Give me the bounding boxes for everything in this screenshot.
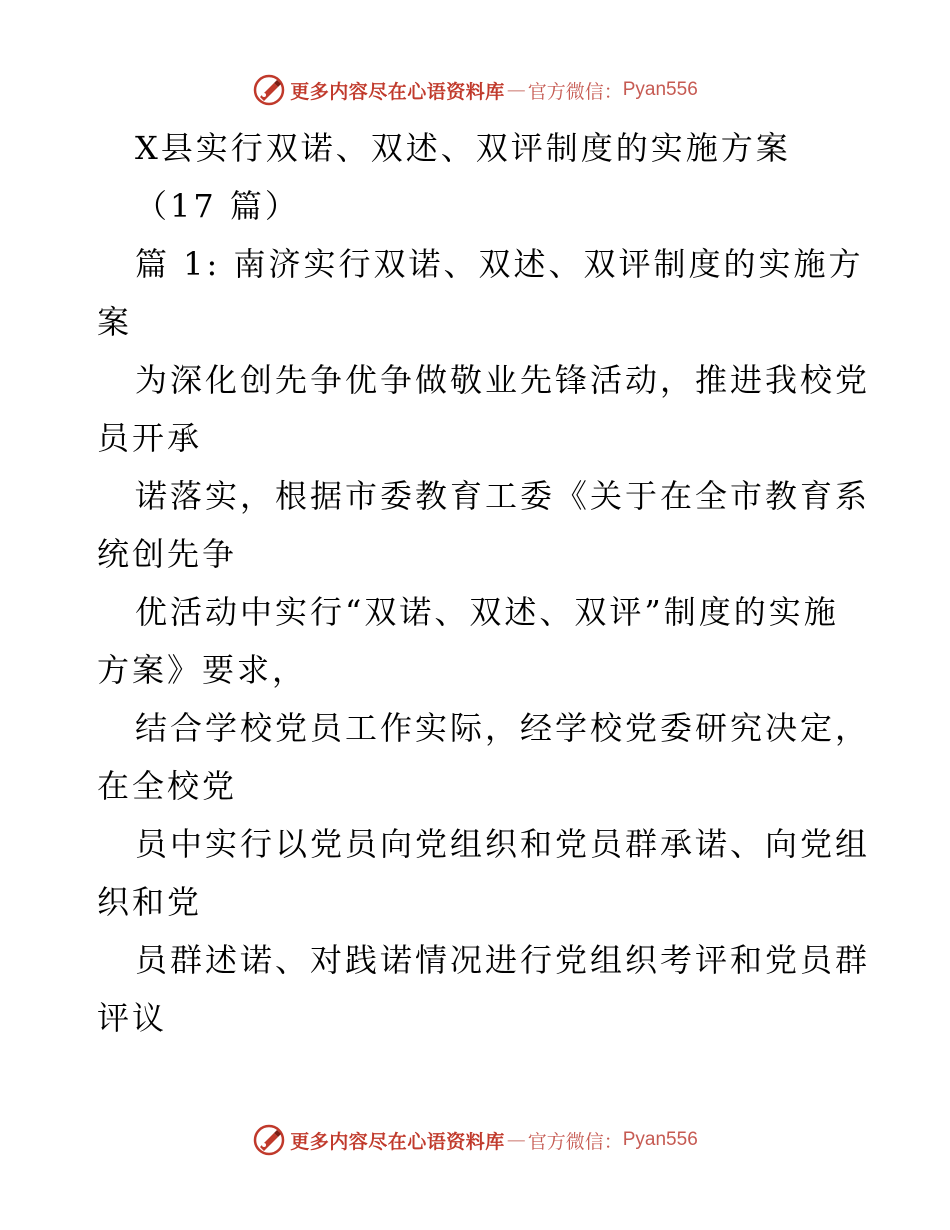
banner-site-text: 更多内容尽在心语资料库 <box>290 80 505 103</box>
banner-dash: — <box>506 1129 526 1151</box>
text-line: 诺落实，根据市委教育工委《关于在全市教育系 <box>135 477 871 515</box>
text-line: 案 <box>97 303 133 341</box>
text-line: 结合学校党员工作实际，经学校党委研究决定， <box>135 709 871 747</box>
text-line: 篇 1: 南济实行双诺、双述、双评制度的实施方 <box>135 245 864 283</box>
text-line: 为深化创先争优争做敬业先锋活动，推进我校党 <box>135 361 871 399</box>
text-line: 优活动中实行“双诺、双述、双评”制度的实施 <box>135 593 839 631</box>
document-subtitle: （17 篇） <box>135 187 300 225</box>
text-line: 评议 <box>97 999 168 1037</box>
banner-wechat-id: Pyan556 <box>622 1129 698 1150</box>
document-title: X县实行双诺、双述、双评制度的实施方案 <box>135 129 791 167</box>
text-line: 统创先争 <box>97 535 238 573</box>
text-line: 员中实行以党员向党组织和党员群承诺、向党组 <box>135 825 871 863</box>
text-line: 员群述诺、对践诺情况进行党组织考评和党员群 <box>135 941 871 979</box>
text-line: 织和党 <box>97 883 203 921</box>
text-line: 在全校党 <box>97 767 238 805</box>
text-line: 员开承 <box>97 419 203 457</box>
banner-dash: — <box>506 79 526 101</box>
banner-wechat-label: 官方微信： <box>527 80 623 103</box>
footer-banner <box>0 1120 950 1160</box>
text-line: 方案》要求， <box>97 651 308 689</box>
banner-site-text: 更多内容尽在心语资料库 <box>290 1130 505 1153</box>
banner-wechat-label: 官方微信： <box>527 1130 623 1153</box>
banner-wechat-id: Pyan556 <box>622 79 698 100</box>
pen-logo-icon <box>252 1123 286 1157</box>
